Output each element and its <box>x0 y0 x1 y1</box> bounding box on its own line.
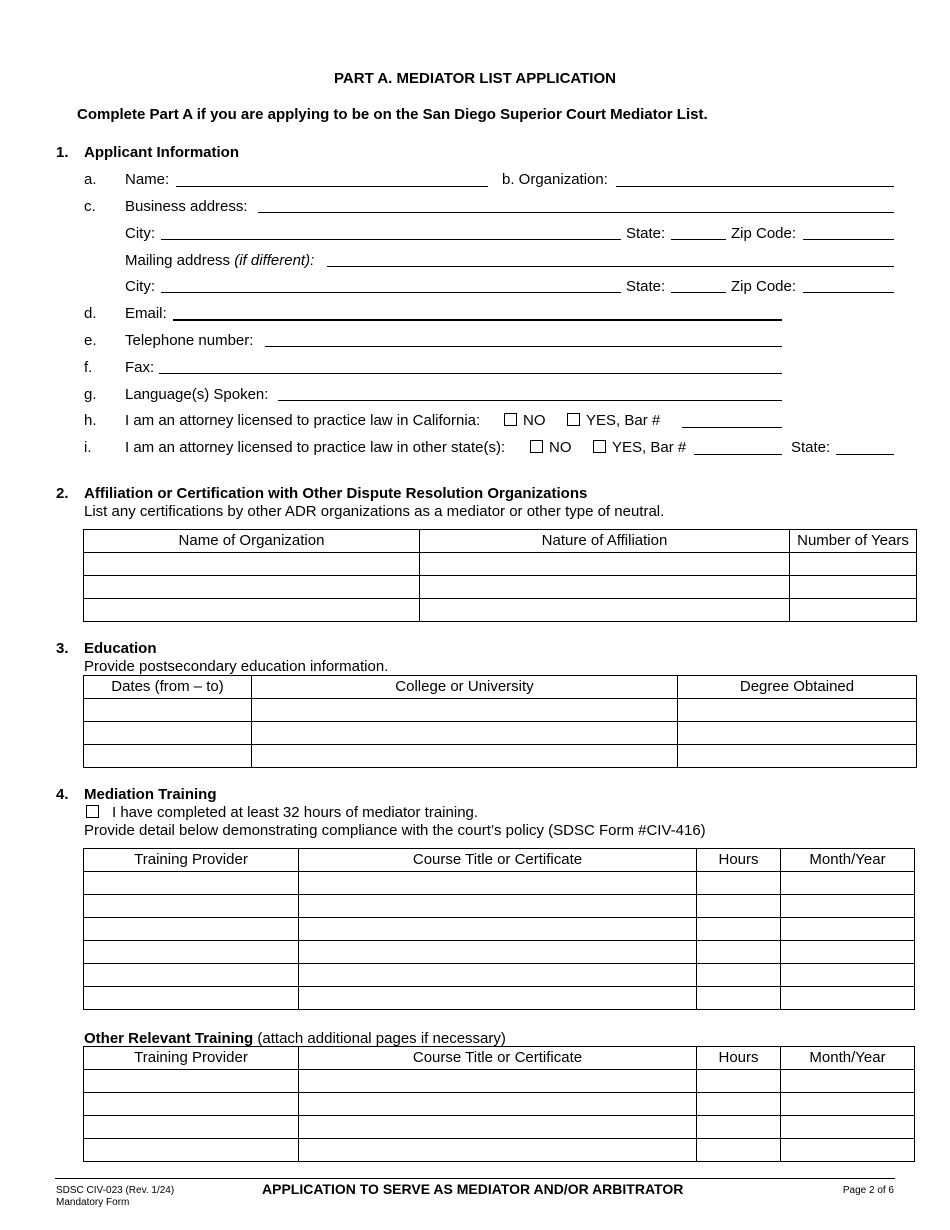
business-state-field[interactable] <box>671 239 726 240</box>
other-state-bar-number-field[interactable] <box>694 454 782 455</box>
mailing-city-field[interactable] <box>161 292 621 293</box>
affiliation-table <box>83 529 917 622</box>
table-row <box>84 1116 915 1139</box>
telephone-label: Telephone number: <box>125 332 254 349</box>
table-cell[interactable] <box>84 699 252 722</box>
column-header: Number of Years <box>790 530 917 553</box>
california-bar-number-field[interactable] <box>682 427 782 428</box>
footer-form-type: Mandatory Form <box>56 1197 130 1208</box>
section-2-subtext: List any certifications by other ADR organizations as a mediator or other type of neutral. <box>84 503 665 520</box>
table-cell[interactable] <box>84 872 299 895</box>
table-cell[interactable] <box>299 1139 697 1162</box>
table-cell[interactable] <box>84 918 299 941</box>
column-header: Nature of Affiliation <box>420 530 790 553</box>
item-a-letter: a. <box>84 171 97 188</box>
table-cell[interactable] <box>299 987 697 1010</box>
table-row <box>84 745 917 768</box>
column-header: Training Provider <box>84 849 299 872</box>
table-cell[interactable] <box>420 576 790 599</box>
other-training-heading: Other Relevant Training (attach additional pages if necessary) <box>84 1030 506 1047</box>
table-cell[interactable] <box>84 1093 299 1116</box>
table-cell[interactable] <box>84 1139 299 1162</box>
table-cell[interactable] <box>781 895 915 918</box>
name-field[interactable] <box>176 186 488 187</box>
other-state-attorney-label: I am an attorney licensed to practice law in other state(s): <box>125 439 506 456</box>
table-row <box>84 553 917 576</box>
other-state-state-field[interactable] <box>836 454 894 455</box>
table-cell[interactable] <box>84 722 252 745</box>
section-3-number: 3. <box>56 640 69 657</box>
table-cell[interactable] <box>84 576 420 599</box>
item-h-letter: h. <box>84 412 97 429</box>
column-header: Course Title or Certificate <box>299 849 697 872</box>
email-field[interactable] <box>173 319 782 321</box>
table-row <box>84 1093 915 1116</box>
table-cell[interactable] <box>84 553 420 576</box>
table-row <box>84 918 915 941</box>
section-4-heading: Mediation Training <box>84 786 217 803</box>
business-city-field[interactable] <box>161 239 621 240</box>
mailing-zip-field[interactable] <box>803 292 894 293</box>
table-cell[interactable] <box>299 918 697 941</box>
table-cell[interactable] <box>299 941 697 964</box>
column-header: Degree Obtained <box>678 676 917 699</box>
table-cell[interactable] <box>84 987 299 1010</box>
mailing-city-label: City: <box>125 278 155 295</box>
other-training-table <box>83 1046 915 1162</box>
table-cell[interactable] <box>697 918 781 941</box>
table-cell[interactable] <box>299 1070 697 1093</box>
mailing-zip-label: Zip Code: <box>731 278 797 295</box>
column-header: Hours <box>697 849 781 872</box>
table-cell[interactable] <box>781 964 915 987</box>
table-cell[interactable] <box>84 964 299 987</box>
table-cell[interactable] <box>678 745 917 768</box>
item-d-letter: d. <box>84 305 97 322</box>
table-cell[interactable] <box>697 1093 781 1116</box>
california-yes-checkbox[interactable] <box>567 413 580 426</box>
table-cell[interactable] <box>697 1116 781 1139</box>
table-cell[interactable] <box>697 895 781 918</box>
california-attorney-label: I am an attorney licensed to practice law in California: <box>125 412 481 429</box>
business-zip-label: Zip Code: <box>731 225 797 242</box>
column-header: Name of Organization <box>84 530 420 553</box>
column-header: Training Provider <box>84 1047 299 1070</box>
item-g-letter: g. <box>84 386 97 403</box>
column-header: Month/Year <box>781 1047 915 1070</box>
table-cell[interactable] <box>84 895 299 918</box>
section-4-subtext: Provide detail below demonstrating compliance with the court’s policy (SDSC Form #CIV-416) <box>84 822 706 839</box>
table-row <box>84 576 917 599</box>
organization-label: b. Organization: <box>502 171 608 188</box>
column-header: Course Title or Certificate <box>299 1047 697 1070</box>
table-cell[interactable] <box>781 941 915 964</box>
item-f-letter: f. <box>84 359 93 376</box>
california-no-label: NO <box>523 412 546 429</box>
footer-title: APPLICATION TO SERVE AS MEDIATOR AND/OR ARBITRATOR <box>262 1181 684 1197</box>
table-header-row <box>84 676 917 699</box>
table-cell[interactable] <box>697 941 781 964</box>
column-header: College or University <box>252 676 678 699</box>
table-cell[interactable] <box>84 1070 299 1093</box>
other-state-no-label: NO <box>549 439 572 456</box>
table-cell[interactable] <box>697 987 781 1010</box>
section-1-number: 1. <box>56 144 69 161</box>
table-cell[interactable] <box>299 895 697 918</box>
other-state-yes-checkbox[interactable] <box>593 440 606 453</box>
table-cell[interactable] <box>781 1093 915 1116</box>
section-1-heading: Applicant Information <box>84 144 239 161</box>
table-cell[interactable] <box>790 553 917 576</box>
business-address-label: Business address: <box>125 198 248 215</box>
table-cell[interactable] <box>781 1139 915 1162</box>
mailing-state-label: State: <box>626 278 666 295</box>
languages-label: Language(s) Spoken: <box>125 386 269 403</box>
table-cell[interactable] <box>84 1116 299 1139</box>
table-row <box>84 987 915 1010</box>
business-state-label: State: <box>626 225 666 242</box>
table-cell[interactable] <box>420 599 790 622</box>
table-cell[interactable] <box>299 1116 697 1139</box>
fax-field[interactable] <box>159 373 782 374</box>
fax-label: Fax: <box>125 359 155 376</box>
table-cell[interactable] <box>790 599 917 622</box>
item-c-letter: c. <box>84 198 96 215</box>
table-row <box>84 1139 915 1162</box>
table-row <box>84 964 915 987</box>
table-cell[interactable] <box>697 1070 781 1093</box>
table-row <box>84 699 917 722</box>
item-e-letter: e. <box>84 332 97 349</box>
footer-page-number: Page 2 of 6 <box>842 1185 894 1196</box>
table-cell[interactable] <box>781 1070 915 1093</box>
other-training-note: (attach additional pages if necessary) <box>257 1030 506 1047</box>
table-cell[interactable] <box>252 699 678 722</box>
other-state-state-label: State: <box>791 439 831 456</box>
business-city-label: City: <box>125 225 155 242</box>
table-cell[interactable] <box>84 745 252 768</box>
table-cell[interactable] <box>781 872 915 895</box>
table-cell[interactable] <box>299 872 697 895</box>
section-3-heading: Education <box>84 640 157 657</box>
table-cell[interactable] <box>697 872 781 895</box>
business-zip-field[interactable] <box>803 239 894 240</box>
california-no-checkbox[interactable] <box>504 413 517 426</box>
table-row <box>84 941 915 964</box>
mailing-address-field[interactable] <box>327 266 894 267</box>
mailing-address-note: (if different): <box>234 252 315 269</box>
column-header: Dates (from – to) <box>84 676 252 699</box>
table-header-row <box>84 849 915 872</box>
table-cell[interactable] <box>781 987 915 1010</box>
table-cell[interactable] <box>299 1093 697 1116</box>
name-label: Name: <box>125 171 170 188</box>
mediation-training-table <box>83 848 915 1010</box>
table-cell[interactable] <box>252 745 678 768</box>
table-cell[interactable] <box>678 722 917 745</box>
instruction-text: Complete Part A if you are applying to be on the San Diego Superior Court Mediator List. <box>77 106 708 123</box>
table-cell[interactable] <box>84 941 299 964</box>
table-row <box>84 1070 915 1093</box>
section-3-subtext: Provide postsecondary education information. <box>84 658 389 675</box>
training-hours-checkbox[interactable] <box>86 805 99 818</box>
table-cell[interactable] <box>678 699 917 722</box>
california-yes-bar-label: YES, Bar # <box>586 412 661 429</box>
table-cell[interactable] <box>252 722 678 745</box>
telephone-field[interactable] <box>265 346 782 347</box>
table-header-row <box>84 530 917 553</box>
table-cell[interactable] <box>420 553 790 576</box>
table-row <box>84 872 915 895</box>
table-cell[interactable] <box>790 576 917 599</box>
table-cell[interactable] <box>84 599 420 622</box>
page-title: PART A. MEDIATOR LIST APPLICATION <box>334 70 616 87</box>
table-row <box>84 895 915 918</box>
other-state-no-checkbox[interactable] <box>530 440 543 453</box>
section-4-number: 4. <box>56 786 69 803</box>
table-row <box>84 722 917 745</box>
table-cell[interactable] <box>697 1139 781 1162</box>
mailing-address-label: Mailing address (if different): <box>125 252 315 269</box>
business-address-field[interactable] <box>258 212 894 213</box>
table-cell[interactable] <box>299 964 697 987</box>
footer-form-id: SDSC CIV-023 (Rev. 1/24) <box>56 1185 175 1196</box>
table-cell[interactable] <box>781 1116 915 1139</box>
languages-field[interactable] <box>278 400 782 401</box>
education-table <box>83 675 917 768</box>
organization-field[interactable] <box>616 186 894 187</box>
footer-divider <box>55 1178 895 1179</box>
mailing-state-field[interactable] <box>671 292 726 293</box>
training-hours-label: I have completed at least 32 hours of mediator training. <box>112 804 479 821</box>
email-label: Email: <box>125 305 167 322</box>
column-header: Month/Year <box>781 849 915 872</box>
item-i-letter: i. <box>84 439 92 456</box>
section-2-heading: Affiliation or Certification with Other Dispute Resolution Organizations <box>84 485 588 502</box>
table-cell[interactable] <box>781 918 915 941</box>
column-header: Hours <box>697 1047 781 1070</box>
section-2-number: 2. <box>56 485 69 502</box>
table-row <box>84 599 917 622</box>
other-state-yes-bar-label: YES, Bar # <box>612 439 687 456</box>
table-cell[interactable] <box>697 964 781 987</box>
table-header-row <box>84 1047 915 1070</box>
